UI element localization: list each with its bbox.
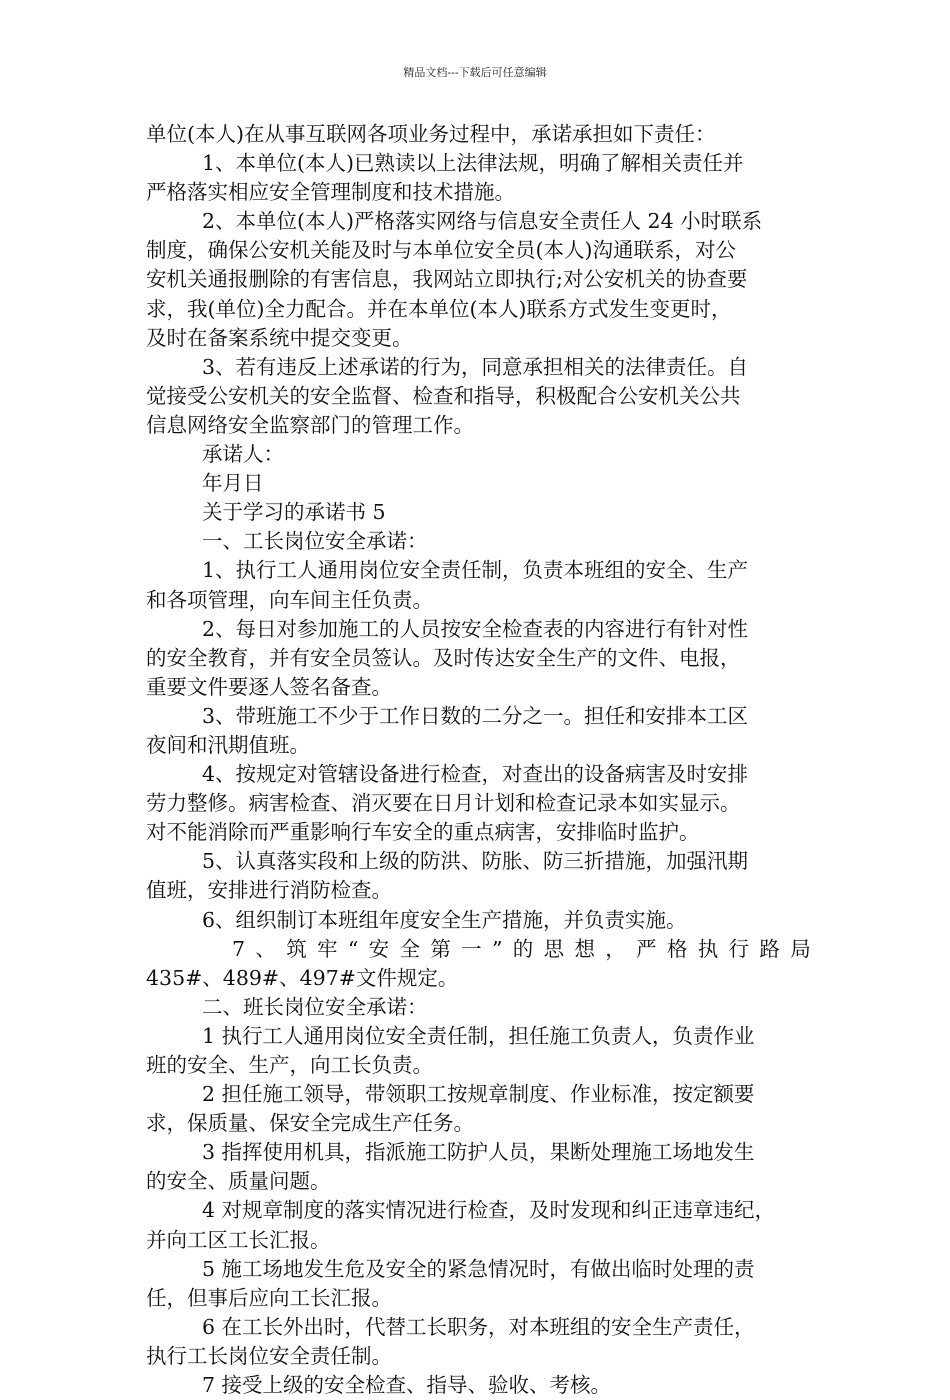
text-line: 6、组织制订本班组年度安全生产措施，并负责实施。 xyxy=(202,907,687,932)
text-line: 1 执行工人通用岗位安全责任制，担任施工负责人，负责作业 xyxy=(202,1023,755,1048)
text-line: 执行工长岗位安全责任制。 xyxy=(146,1343,392,1368)
text-line: 任，但事后应向工长汇报。 xyxy=(146,1285,392,1310)
text-line: 1、执行工人通用岗位安全责任制，负责本班组的安全、生产 xyxy=(202,558,749,583)
text-char: 全 xyxy=(399,936,420,961)
text-line: 3、若有违反上述承诺的行为，同意承担相关的法律责任。自 xyxy=(202,354,749,379)
text-char: 、 xyxy=(255,936,276,961)
text-line: 求，保质量、保安全完成生产任务。 xyxy=(146,1111,474,1136)
text-line: 并向工区工长汇报。 xyxy=(146,1227,331,1252)
text-line: 承诺人： xyxy=(202,442,284,467)
text-line: 夜间和汛期值班。 xyxy=(146,732,310,757)
text-line: 2、本单位(本人)严格落实网络与信息安全责任人 24 小时联系 xyxy=(202,209,763,234)
text-char: “ xyxy=(347,936,359,961)
text-char: 严 xyxy=(636,936,657,961)
text-line: 求，我(单位)全力配合。并在本单位(本人)联系方式发生变更时， xyxy=(146,296,732,321)
text-line: 安机关通报删除的有害信息，我网站立即执行;对公安机关的协查要 xyxy=(146,267,748,292)
text-line: 5、认真落实段和上级的防洪、防胀、防三折措施，加强汛期 xyxy=(202,849,749,874)
text-line: 的安全教育，并有安全员签认。及时传达安全生产的文件、电报， xyxy=(146,645,741,670)
text-line: 对不能消除而严重影响行车安全的重点病害，安排临时监护。 xyxy=(146,820,700,845)
text-char: 路 xyxy=(759,936,780,961)
text-line: 年月日 xyxy=(202,471,264,496)
text-line: 班的安全、生产，向工长负责。 xyxy=(146,1053,433,1077)
text-char: 局 xyxy=(790,936,811,961)
text-line: 严格落实相应安全管理制度和技术措施。 xyxy=(146,180,515,205)
text-line: 7 接受上级的安全检查、指导、验收、考核。 xyxy=(202,1373,612,1398)
text-line: 6 在工长外出时，代替工长职务，对本班组的安全生产责任， xyxy=(202,1314,755,1339)
text-line: 3、带班施工不少于工作日数的二分之一。担任和安排本工区 xyxy=(202,703,749,728)
text-line: 一、工长岗位安全承诺： xyxy=(202,529,428,554)
text-line xyxy=(146,935,811,964)
text-char: 思 xyxy=(543,936,565,961)
text-line: 及时在备案系统中提交变更。 xyxy=(146,325,413,350)
page-header: 精品文档---下载后可任意编辑 xyxy=(403,66,547,79)
text-line: 信息网络安全监察部门的管理工作。 xyxy=(146,412,474,437)
text-line: 制度，确保公安机关能及时与本单位安全员(本人)沟通联系，对公 xyxy=(146,238,736,263)
text-line: 3 指挥使用机具，指派施工防护人员，果断处理施工场地发生 xyxy=(202,1140,755,1165)
text-line: 劳力整修。病害检查、消灭要在日月计划和检查记录本如实显示。 xyxy=(146,791,741,816)
text-line: 435#、489#、497#文件规定。 xyxy=(146,965,459,990)
text-line: 的安全、质量问题。 xyxy=(146,1169,331,1194)
text-line: 4 对规章制度的落实情况进行检查，及时发现和纠正违章违纪， xyxy=(202,1198,776,1223)
text-char: 7 xyxy=(232,936,246,961)
text-line: 2 担任施工领导，带领职工按规章制度、作业标准，按定额要 xyxy=(202,1082,755,1107)
document-body xyxy=(146,120,811,1400)
text-line: 关于学习的承诺书 5 xyxy=(202,500,386,525)
text-line: 1、本单位(本人)已熟读以上法律法规，明确了解相关责任并 xyxy=(202,151,744,176)
text-char: 安 xyxy=(368,936,390,961)
text-line: 4、按规定对管辖设备进行检查，对查出的设备病害及时安排 xyxy=(202,762,749,787)
text-line: 2、每日对参加施工的人员按安全检查表的内容进行有针对性 xyxy=(202,616,749,641)
text-char: 第 xyxy=(430,936,451,961)
text-char: ， xyxy=(605,936,626,961)
text-char: 行 xyxy=(728,936,750,961)
text-char: 执 xyxy=(697,936,719,961)
text-char: 牢 xyxy=(317,936,338,961)
text-line: 二、班长岗位安全承诺： xyxy=(202,994,428,1019)
text-line: 单位(本人)在从事互联网各项业务过程中，承诺承担如下责任： xyxy=(146,122,716,146)
text-line: 和各项管理，向车间主任负责。 xyxy=(146,587,433,612)
text-char: 的 xyxy=(512,936,534,961)
text-line: 觉接受公安机关的安全监督、检查和指导，积极配合公安机关公共 xyxy=(146,383,741,408)
text-line: 值班，安排进行消防检查。 xyxy=(146,878,392,903)
text-char: 筑 xyxy=(286,936,307,961)
text-char: 格 xyxy=(666,936,688,961)
text-char: 一 xyxy=(461,936,482,961)
text-char: 想 xyxy=(574,936,595,961)
text-char: ” xyxy=(491,936,503,961)
text-line: 5 施工场地发生危及安全的紧急情况时，有做出临时处理的责 xyxy=(202,1256,755,1281)
text-line: 重要文件要逐人签名备查。 xyxy=(146,674,392,699)
